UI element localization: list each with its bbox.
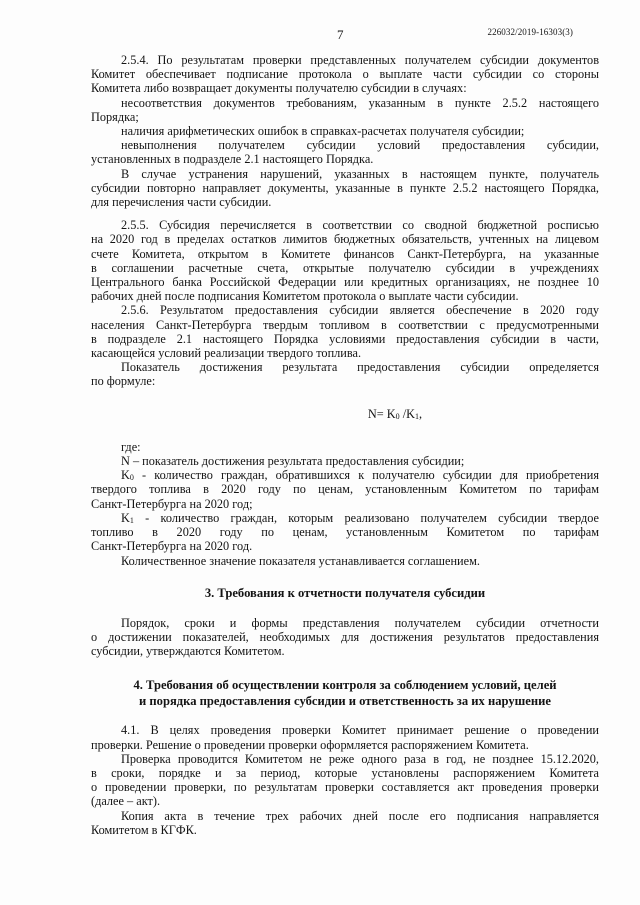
text-line: 2.5.4. По результатам проверки представленных получателем субсидии документов xyxy=(121,53,599,67)
text-line: $K_1$ - количество граждан, которым реализовано получателем субсидии твердое xyxy=(121,510,599,525)
text-line: Санкт-Петербурга на 2020 год; xyxy=(91,496,253,511)
text-line: рабочих дней после подписания Комитетом протокола о выплате части субсидии. xyxy=(91,289,519,304)
document-body xyxy=(91,53,599,837)
text-line: населения Санкт-Петербурга твердым топливом в соответствии с предусмотренными xyxy=(91,317,599,332)
section-heading xyxy=(91,677,599,709)
text-line: несоответствия документов требованиям, указанным в пункте 2.5.2 настоящего xyxy=(121,95,599,110)
text-line: Показатель достижения результата предоставления субсидии определяется xyxy=(121,360,599,375)
section-heading: 3. Требования к отчетности получателя субсидии xyxy=(204,585,486,600)
section-heading-line: и порядка предоставления субсидии и ответственность за их нарушение xyxy=(139,694,551,709)
text-line: Проверка проводится Комитетом не реже одного раза в год, не позднее 15.12.2020, xyxy=(121,751,599,766)
text-line: Комитета либо возвращает документы получателю субсидии в случаях: xyxy=(91,81,467,96)
text-line: топливо в 2020 году по ценам, установленным Комитетом по тарифам xyxy=(91,525,599,540)
text-line: невыполнения получателем субсидии условий предоставления субсидии, xyxy=(121,138,599,153)
text-line: 2.5.6. Результатом предоставления субсидии является обеспечение в 2020 году xyxy=(121,303,599,318)
text-line: субсидии повторно направляет документы, указанные в пункте 2.5.2 настоящего Порядка, xyxy=(91,180,599,195)
text-line: о проведении проверки, по результатам проверки составляется акт проведения проверки xyxy=(91,780,599,795)
text-line: проверки. Решение о проведении проверки оформляется распоряжением Комитета. xyxy=(91,737,529,752)
text-line: субсидии, утверждаются Комитетом. xyxy=(91,644,285,659)
text-line: наличия арифметических ошибок в справках-расчетах получателя субсидии; xyxy=(121,124,525,139)
text-line: $K_0$ - количество граждан, обратившихся к получателю субсидии для приобретения xyxy=(121,468,599,483)
page-number: 7 xyxy=(337,27,344,42)
formula: $N= K_0$ $/K_1$, xyxy=(367,406,423,421)
text-line: где: xyxy=(121,439,141,454)
text-line: 2.5.5. Субсидия перечисляется в соответствии со сводной бюджетной росписью xyxy=(121,218,599,233)
text-line: Санкт-Петербурга на 2020 год. xyxy=(91,539,253,554)
text-line: в соглашении расчетные счета, открытые получателю субсидии в учреждениях xyxy=(91,260,599,275)
text-line: Центрального банка Российской Федерации или кредитных организациях, не позднее 10 xyxy=(91,275,599,290)
text-line: N – показатель достижения результата предоставления субсидии; xyxy=(121,454,465,469)
text-line: на 2020 год в пределах остатков лимитов бюджетных обязательств, учтенных на лицевом xyxy=(91,232,599,247)
section-heading-line: 4. Требования об осуществлении контроля за соблюдением условий, целей xyxy=(133,678,557,693)
text-line: счете Комитета, открытом в Комитете финансов Санкт-Петербурга, на указанные xyxy=(91,246,599,261)
text-line: о достижении показателей, необходимых для достижения результатов предоставления xyxy=(91,629,599,644)
text-line: Порядка; xyxy=(91,109,139,124)
text-line: В случае устранения нарушений, указанных в настоящем пункте, получатель xyxy=(121,166,599,181)
text-line: Копия акта в течение трех рабочих дней после его подписания направляется xyxy=(121,808,599,823)
text-line: по формуле: xyxy=(91,374,156,389)
text-line: в сроки, порядке и за период, которые установлены распоряжением Комитета xyxy=(91,765,599,780)
text-line: Комитетом в КГФК. xyxy=(91,822,197,837)
text-line: твердого топлива в 2020 году по ценам, установленным Комитетом по тарифам xyxy=(91,482,599,497)
text-line: для перечисления части субсидии. xyxy=(91,195,272,210)
text-line: Порядок, сроки и формы представления получателем субсидии отчетности xyxy=(121,615,599,630)
text-line: Количественное значение показателя устанавливается соглашением. xyxy=(121,553,480,568)
text-line: в подразделе 2.1 настоящего Порядка условиями предоставления субсидии в части, xyxy=(91,331,599,346)
text-line: Комитет обеспечивает подписание протокола о выплате части субсидии со стороны xyxy=(91,67,599,82)
text-line: установленных в подразделе 2.1 настоящего Порядка. xyxy=(91,152,374,167)
text-line: (далее – акт). xyxy=(91,794,161,809)
text-line: касающейся условий реализации твердого топлива. xyxy=(91,346,362,361)
document-id: 226032/2019-16303(3) xyxy=(487,27,573,37)
text-line: 4.1. В целях проведения проверки Комитет принимает решение о проведении xyxy=(121,723,599,738)
